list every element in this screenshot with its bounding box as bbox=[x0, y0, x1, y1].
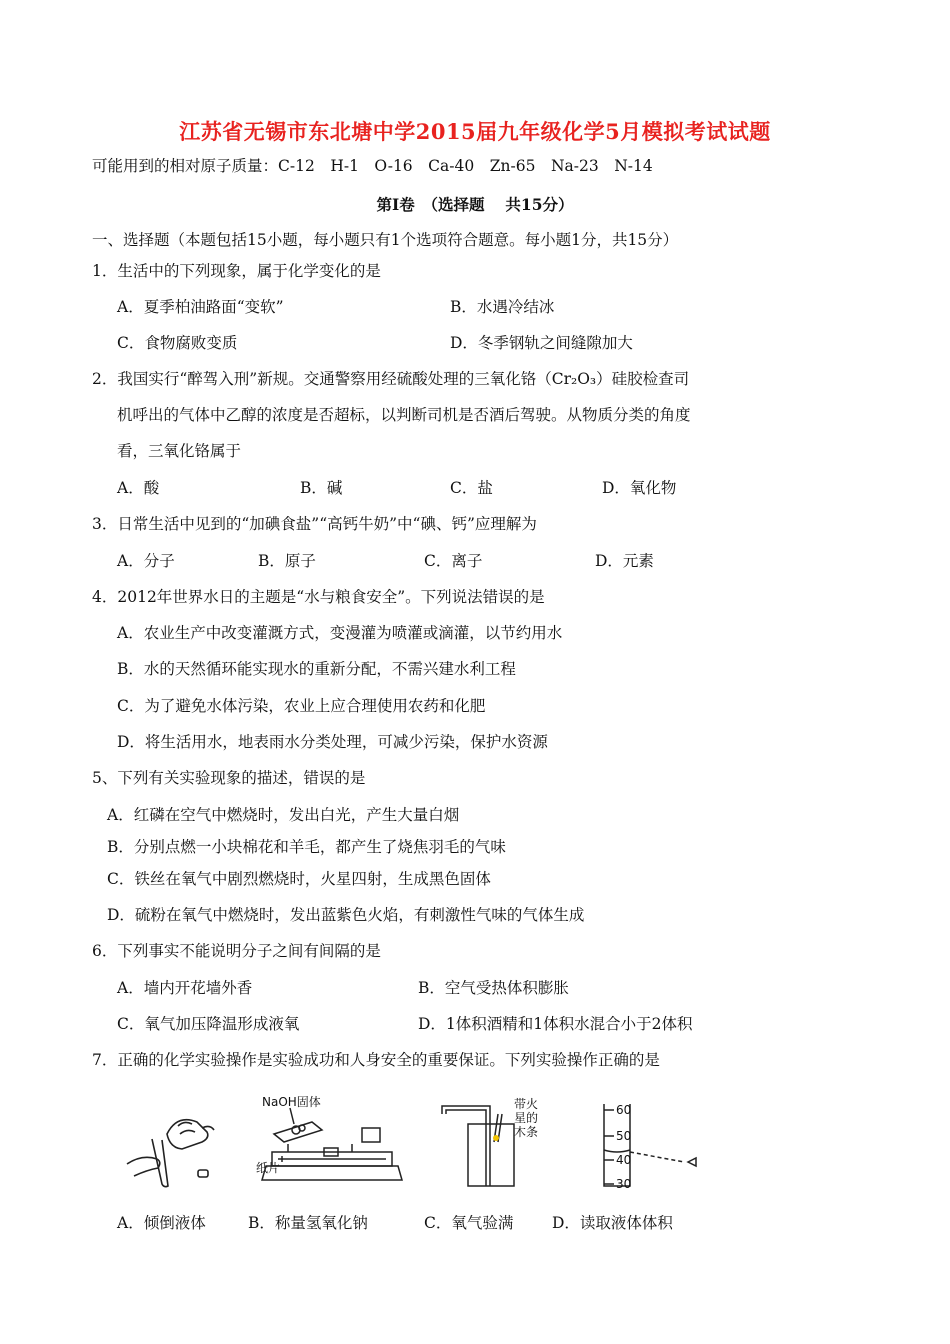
naoh-label: NaOH固体 bbox=[262, 1095, 321, 1109]
q7-option-c: C．氧气验满 bbox=[424, 1214, 514, 1232]
q5-option-d: D．硫粉在氧气中燃烧时，发出蓝紫色火焰，有刺激性气味的气体生成 bbox=[107, 906, 585, 924]
q3-option-c: C．离子 bbox=[424, 552, 483, 570]
q2-option-c: C．盐 bbox=[450, 479, 493, 497]
figure-pouring-liquid bbox=[122, 1104, 222, 1189]
question-5-stem: 5、下列有关实验现象的描述，错误的是 bbox=[92, 769, 366, 787]
q4-option-c: C．为了避免水体污染，农业上应合理使用农药和化肥 bbox=[117, 697, 486, 715]
q6-option-d: D．1体积酒精和1体积水混合小于2体积 bbox=[418, 1015, 693, 1033]
splint-label-3: 木条 bbox=[514, 1125, 539, 1139]
q6-option-a: A．墙内开花墙外香 bbox=[117, 979, 253, 997]
q7-option-d: D．读取液体体积 bbox=[552, 1214, 673, 1232]
q3-option-a: A．分子 bbox=[117, 552, 175, 570]
question-2-stem-line1: 2．我国实行“醉驾入刑”新规。交通警察用经硫酸处理的三氧化铬（Cr₂O₃）硅胶检查司 bbox=[92, 370, 690, 388]
part-intro: 一、选择题（本题包括15小题，每小题只有1个选项符合题意。每小题1分，共15分） bbox=[92, 231, 679, 249]
q1-option-a: A．夏季柏油路面“变软” bbox=[117, 298, 284, 316]
q7-option-b: B．称量氢氧化钠 bbox=[248, 1214, 368, 1232]
q7-option-a: A．倾倒液体 bbox=[117, 1214, 206, 1232]
q5-option-b: B．分别点燃一小块棉花和羊毛，都产生了烧焦羽毛的气味 bbox=[107, 838, 506, 856]
q1-option-b: B．水遇冷结冰 bbox=[450, 298, 555, 316]
figure-weighing-naoh bbox=[252, 1094, 412, 1189]
question-3-stem: 3．日常生活中见到的“加碘食盐”“高钙牛奶”中“碘、钙”应理解为 bbox=[92, 515, 537, 533]
splint-label-2: 星的 bbox=[514, 1111, 539, 1125]
question-2-stem-line2: 机呼出的气体中乙醇的浓度是否超标，以判断司机是否酒后驾驶。从物质分类的角度 bbox=[117, 406, 691, 424]
cylinder-mark-60: 60 bbox=[616, 1103, 632, 1117]
experiment-figures bbox=[0, 1094, 950, 1194]
q3-option-d: D．元素 bbox=[595, 552, 654, 570]
cylinder-mark-40: 40 bbox=[616, 1153, 632, 1167]
q5-option-c: C．铁丝在氧气中剧烈燃烧时，火星四射，生成黑色固体 bbox=[107, 870, 491, 888]
section-title: 第Ⅰ卷 （选择题 共15分） bbox=[376, 195, 574, 214]
cylinder-mark-50: 50 bbox=[616, 1129, 632, 1143]
q1-option-d: D．冬季钢轨之间缝隙加大 bbox=[450, 334, 633, 352]
q4-option-d: D．将生活用水，地表雨水分类处理，可减少污染，保护水资源 bbox=[117, 733, 548, 751]
splint-label-1: 带火 bbox=[514, 1097, 539, 1111]
question-6-stem: 6．下列事实不能说明分子之间有间隔的是 bbox=[92, 942, 381, 960]
q2-option-d: D．氧化物 bbox=[602, 479, 677, 497]
q5-option-a: A．红磷在空气中燃烧时，发出白光，产生大量白烟 bbox=[107, 806, 460, 824]
question-2-stem-line3: 看，三氧化铬属于 bbox=[117, 442, 242, 460]
page-title: 江苏省无锡市东北塘中学2015届九年级化学5月模拟考试试题 bbox=[179, 119, 771, 144]
q4-option-b: B．水的天然循环能实现水的重新分配，不需兴建水利工程 bbox=[117, 660, 516, 678]
paper-label: 纸片 bbox=[256, 1161, 281, 1175]
cylinder-mark-30: 30 bbox=[616, 1177, 632, 1189]
q1-option-c: C．食物腐败变质 bbox=[117, 334, 238, 352]
question-4-stem: 4．2012年世界水日的主题是“水与粮食安全”。下列说法错误的是 bbox=[92, 588, 545, 606]
q2-option-a: A．酸 bbox=[117, 479, 160, 497]
question-7-stem: 7．正确的化学实验操作是实验成功和人身安全的重要保证。下列实验操作正确的是 bbox=[92, 1051, 660, 1069]
q4-option-a: A．农业生产中改变灌溉方式，变漫灌为喷灌或滴灌，以节约用水 bbox=[117, 624, 563, 642]
question-1-stem: 1．生活中的下列现象，属于化学变化的是 bbox=[92, 262, 381, 280]
q3-option-b: B．原子 bbox=[258, 552, 316, 570]
figure-reading-volume bbox=[584, 1094, 714, 1189]
q2-option-b: B．碱 bbox=[300, 479, 343, 497]
q6-option-c: C．氧气加压降温形成液氧 bbox=[117, 1015, 300, 1033]
atomic-masses: 可能用到的相对原子质量：C-12 H-1 O-16 Ca-40 Zn-65 Na-23 N-14 bbox=[92, 157, 653, 175]
figure-oxygen-test bbox=[432, 1094, 552, 1189]
q6-option-b: B．空气受热体积膨胀 bbox=[418, 979, 569, 997]
